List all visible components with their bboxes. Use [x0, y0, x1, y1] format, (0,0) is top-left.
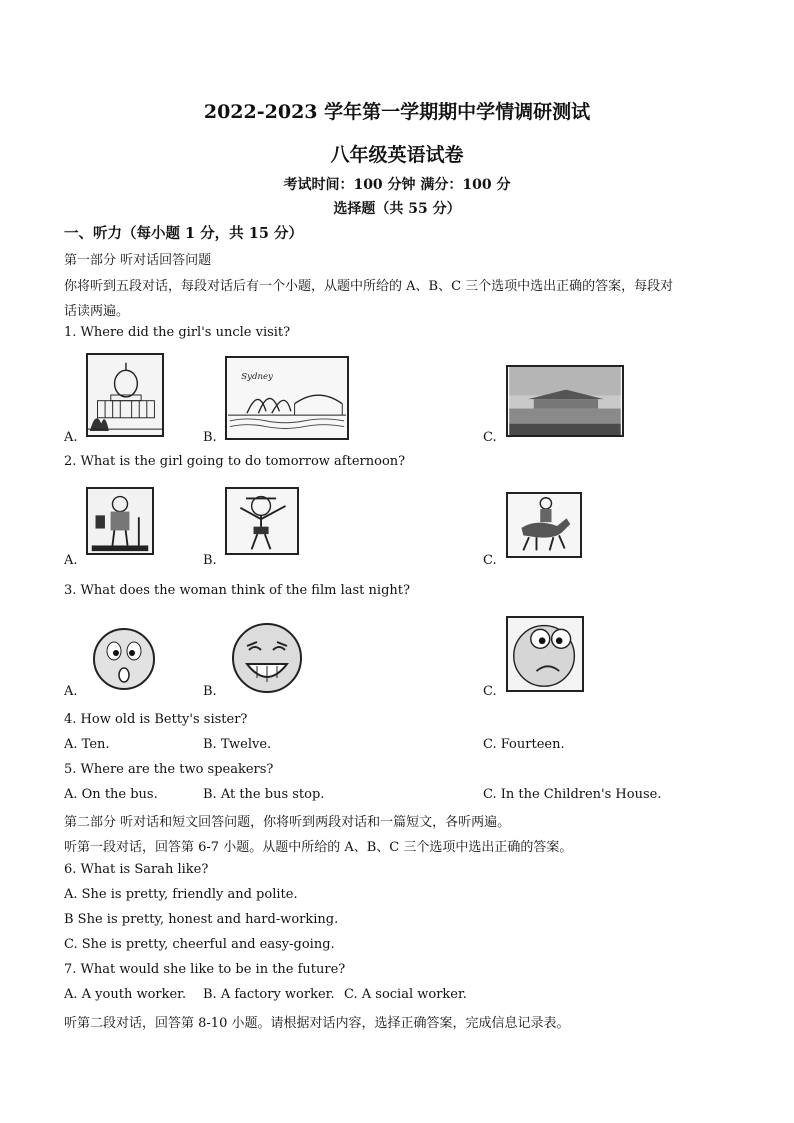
exam-title: 2022-2023 学年第一学期期中学情调研测试: [203, 101, 591, 123]
q4-option-b: B. Twelve.: [203, 737, 272, 752]
q3-option-c-label: C.: [483, 684, 497, 699]
q6-option-b: B She is pretty, honest and hard-working.: [64, 912, 339, 927]
q3-option-a-label: A.: [64, 684, 78, 699]
sad-face-image: [506, 616, 584, 692]
q3-option-b-label: B.: [203, 684, 217, 699]
listening-heading: 一、听力（每小题 1 分，共 15 分）: [64, 225, 303, 242]
question-4: 4. How old is Betty's sister?: [64, 712, 248, 727]
part1-instruction-line2: 话读两遍。: [64, 304, 130, 319]
q5-option-a: A. On the bus.: [64, 787, 158, 802]
question-1: 1. Where did the girl's uncle visit?: [64, 325, 291, 340]
horse-riding-image: [506, 492, 582, 558]
camping-girl-image: [86, 487, 154, 555]
exam-info: 考试时间：100 分钟 满分：100 分: [283, 177, 511, 193]
question-3: 3. What does the woman think of the film last night?: [64, 583, 410, 598]
q2-option-a-label: A.: [64, 553, 78, 568]
part-label: 选择题（共 55 分）: [333, 201, 461, 217]
q4-option-c: C. Fourteen.: [483, 737, 565, 752]
q5-option-c: C. In the Children's House.: [483, 787, 662, 802]
q6-option-a: A. She is pretty, friendly and polite.: [64, 887, 298, 902]
question-5: 5. Where are the two speakers?: [64, 762, 274, 777]
q5-option-b: B. At the bus stop.: [203, 787, 325, 802]
capitol-building-image: [86, 353, 164, 437]
q7-option-b: B. A factory worker.: [203, 987, 335, 1002]
question-2: 2. What is the girl going to do tomorrow afternoon?: [64, 454, 406, 469]
part2-title: 第二部分 听对话和短文回答问题，你将听到两段对话和一篇短文，各听两遍。: [64, 815, 511, 830]
question-6: 6. What is Sarah like?: [64, 862, 209, 877]
part2-dialog1-instruction: 听第一段对话，回答第 6-7 小题。从题中所给的 A、B、C 三个选项中选出正确的答案。: [64, 840, 573, 855]
q2-option-b-label: B.: [203, 553, 217, 568]
sydney-opera-house-image: [225, 356, 349, 440]
sydney-caption: Sydney: [241, 371, 273, 382]
dialog2-instruction: 听第二段对话，回答第 8-10 小题。请根据对话内容，选择正确答案，完成信息记录表。: [64, 1016, 570, 1031]
exam-subtitle: 八年级英语试卷: [330, 144, 464, 166]
q2-option-c-label: C.: [483, 553, 497, 568]
swimming-girl-image: [225, 487, 299, 555]
q1-option-a-label: A.: [64, 430, 78, 445]
q1-option-b-label: B.: [203, 430, 217, 445]
q6-option-c: C. She is pretty, cheerful and easy-going.: [64, 937, 335, 952]
laughing-face-image: [227, 620, 307, 696]
q4-option-a: A. Ten.: [64, 737, 110, 752]
question-7: 7. What would she like to be in the future?: [64, 962, 346, 977]
surprised-face-image: [86, 625, 164, 693]
part1-title: 第一部分 听对话回答问题: [64, 253, 212, 268]
q7-option-a: A. A youth worker.: [64, 987, 187, 1002]
forbidden-city-image: [506, 365, 624, 437]
q7-option-c: C. A social worker.: [344, 987, 467, 1002]
part1-instruction-line1: 你将听到五段对话，每段对话后有一个小题，从题中所给的 A、B、C 三个选项中选出正确的答案，每段对: [64, 279, 674, 294]
q1-option-c-label: C.: [483, 430, 497, 445]
